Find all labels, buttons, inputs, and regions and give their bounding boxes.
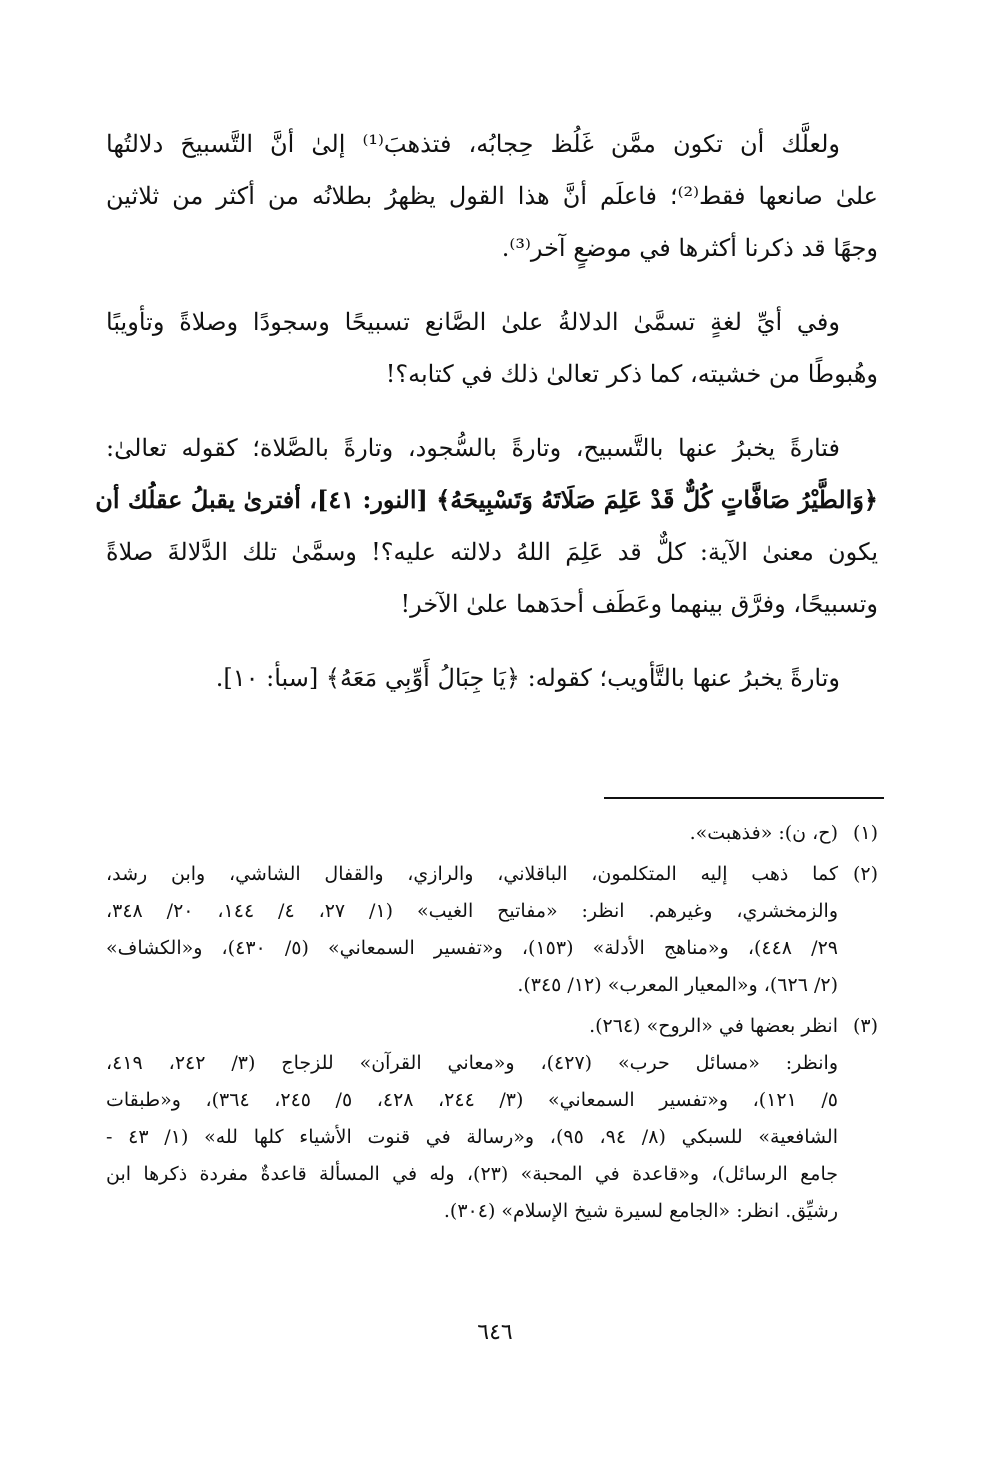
footnote-line: ٢٩/ ٤٤٨)، و«مناهج الأدلة» (١٥٣)، و«تفسير السمعاني» (٥/ ٤٣٠)، و«الكشاف» <box>106 937 838 959</box>
footnote-line: كما ذهب إليه المتكلمون، الباقلاني، والرازي، والقفال الشاشي، وابن رشد، <box>106 863 838 885</box>
footnote-line: ٥/ ١٢١)، و«تفسير السمعاني» (٣/ ٢٤٤، ٤٢٨، ٥/ ٢٤٥، ٣٦٤)، و«طبقات <box>106 1089 838 1111</box>
main-text <box>95 118 878 726</box>
footnote-line: انظر بعضها في «الروح» (٢٦٤). <box>589 1015 838 1037</box>
footnote-line: رشيِّق. انظر: «الجامع لسيرة شيخ الإسلام» (٣٠٤). <box>443 1200 838 1222</box>
paragraph-1 <box>106 118 878 274</box>
footnote-number: (٢) <box>852 863 878 885</box>
text-line: وجهًا قد ذكرنا أكثرها في موضعٍ آخر⁽³⁾. <box>501 234 878 262</box>
footnote-number: (٣) <box>852 1015 878 1037</box>
quran-verse-line: ﴿وَالطَّيْرُ صَافَّاتٍ كُلٌّ قَدْ عَلِمَ صَلَاتَهُ وَتَسْبِيحَهُ﴾ [النور: ٤١]، أفترىٰ يقبلُ عقلُك أن <box>95 485 878 514</box>
text-line: ولعلَّك أن تكون ممَّن غَلُظ حِجابُه، فتذهبَ⁽¹⁾ إلىٰ أنَّ التَّسبيحَ دلالتُها <box>106 130 840 158</box>
footnote-line: الشافعية» للسبكي (٨/ ٩٤، ٩٥)، و«رسالة في قنوت الأشياء كلها لله» (١/ ٤٣ - <box>106 1126 838 1148</box>
footnote-1 <box>106 815 878 852</box>
footnote-line: (ح، ن): «فذهبت». <box>689 822 838 844</box>
footnotes <box>106 815 878 1234</box>
text-line: يكون معنىٰ الآية: كلٌّ قد عَلِمَ اللهُ دلالته عليه؟! وسمَّىٰ تلك الدَّلالةَ صلاةً <box>106 538 878 566</box>
text-line: وهُبوطًا من خشيته، كما ذكر تعالىٰ ذلك في كتابه؟! <box>385 360 878 388</box>
text-line: وتارةً يخبرُ عنها بالتَّأويب؛ كقوله: ﴿يَا جِبَالُ أَوِّبِي مَعَهُ﴾ [سبأ: ١٠]. <box>215 664 840 692</box>
footnote-number: (١) <box>852 822 878 844</box>
footnote-line: والزمخشري، وغيرهم. انظر: «مفاتيح الغيب» (١/ ٢٧، ٤/ ١٤٤، ٢٠/ ٣٤٨، <box>106 900 838 922</box>
text-line: وفي أيِّ لغةٍ تسمَّىٰ الدلالةُ علىٰ الصَّانع تسبيحًا وسجودًا وصلاةً وتأويبًا <box>106 308 840 336</box>
footnote-line: وانظر: «مسائل حرب» (٤٢٧)، و«معاني القرآن» للزجاج (٣/ ٢٤٢، ٤١٩، <box>106 1052 838 1074</box>
footnote-line: (٢/ ٦٢٦)، و«المعيار المعرب» (١٢/ ٣٤٥). <box>517 974 838 996</box>
text-line: علىٰ صانعها فقط⁽²⁾؛ فاعلَم أنَّ هذا القول يظهرُ بطلانُه من أكثر من ثلاثين <box>106 182 878 210</box>
footnote-3 <box>106 1008 878 1230</box>
paragraph-2 <box>106 296 878 400</box>
paragraph-4 <box>106 652 878 704</box>
page-number: ٦٤٦ <box>477 1320 513 1345</box>
paragraph-3 <box>95 422 878 630</box>
footnote-line: جامع الرسائل)، و«قاعدة في المحبة» (٢٣)، وله في المسألة قاعدةٌ مفردة ذكرها ابن <box>106 1163 839 1185</box>
footnote-2 <box>106 856 878 1004</box>
text-line: وتسبيحًا، وفرَّق بينهما وعَطَف أحدَهما علىٰ الآخر! <box>400 590 878 618</box>
text-line: فتارةً يخبرُ عنها بالتَّسبيح، وتارةً بالسُّجود، وتارةً بالصَّلاة؛ كقوله تعالىٰ: <box>106 434 840 462</box>
footnote-divider <box>604 797 884 799</box>
